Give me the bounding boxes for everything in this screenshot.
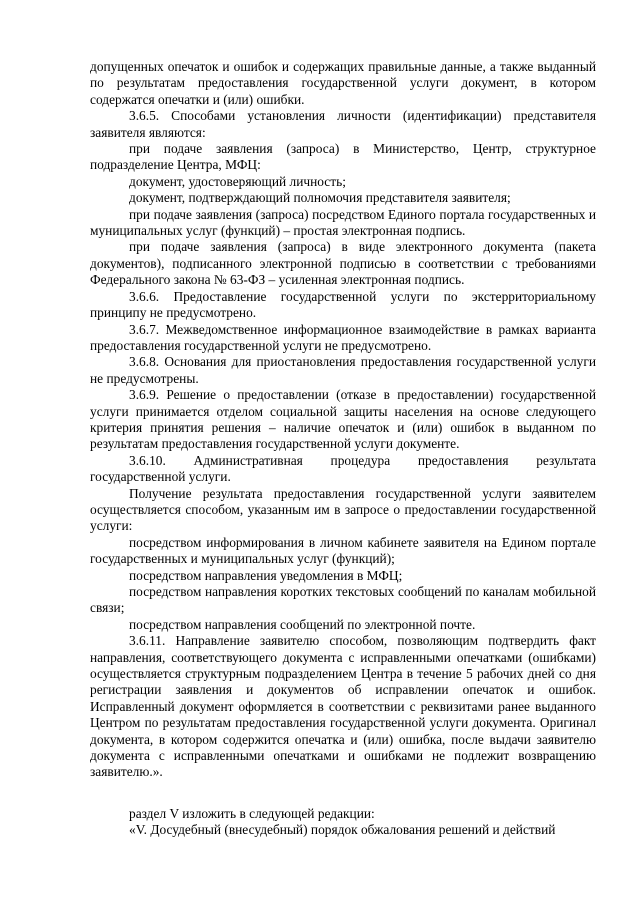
paragraph-3-6-8: 3.6.8. Основания для приостановления предоставления государственной услуги не предусмотрены. (90, 354, 596, 386)
paragraph-3-6-11: 3.6.11. Направление заявителю способом, позволяющим подтвердить факт направления, соответствующего документа с исправленными опечатками (ошибками) осуществляется структурным подразделением Центра в течение 5 рабочих дней со дня регистрации заявления и документов об исправлении опечаток и ошибок. Исправленный документ оформляется в соответствии с реквизитами ранее выданного Центром по результатам предоставления государственной услуги документа. Оригинал документа, в котором содержится опечатка и (или) ошибка, после выдачи заявителю документа с исправленными опечатками и ошибками не подлежит возвращению заявителю.». (90, 633, 596, 780)
paragraph-submission-electronic: при подаче заявления (запроса) в виде электронного документа (пакета документов), подписанного электронной подписью в соответствии с требованиями Федерального закона № 63-ФЗ – усиленная электронная подпись. (90, 239, 596, 288)
list-item-authority-document: документ, подтверждающий полномочия представителя заявителя; (129, 190, 511, 206)
list-item-identity-document: документ, удостоверяющий личность; (129, 173, 346, 189)
list-item-sms-notification: посредством направления коротких текстовых сообщений по каналам мобильной связи; (90, 584, 596, 616)
paragraph-submission-portal: при подаче заявления (запроса) посредством Единого портала государственных и муниципальных услуг (функций) – простая электронная подпись. (90, 206, 596, 239)
paragraph-submission-in-person: при подаче заявления (запроса) в Министерство, Центр, структурное подразделение Центра, МФЦ: (90, 141, 596, 173)
blank-line (90, 781, 596, 806)
paragraph-3-6-7: 3.6.7. Межведомственное информационное взаимодействие в рамках варианта предоставления государственной услуги не предусмотрено. (90, 321, 596, 353)
paragraph-3-6-6: 3.6.6. Предоставление государственной услуги по экстерриториальному принципу не предусмотрено. (90, 288, 596, 321)
list-item-portal-notification: посредством информирования в личном кабинете заявителя на Едином портале государственных и муниципальных услуг (функций); (90, 534, 596, 567)
paragraph-section-v-intro: раздел V изложить в следующей редакции: (129, 805, 375, 821)
paragraph-continuation: допущенных опечаток и ошибок и содержащих правильные данные, а также выданный по результатам предоставления государственной услуги документ, в котором содержатся опечатки и (или) ошибки. (90, 59, 596, 107)
paragraph-3-6-5: 3.6.5. Способами установления личности (идентификации) представителя заявителя являются: (90, 108, 596, 140)
list-item-email-notification: посредством направления сообщений по электронной почте. (129, 616, 476, 632)
paragraph-result-receipt: Получение результата предоставления государственной услуги заявителем осуществляется способом, указанным им в запросе о предоставлении государственной услуги: (90, 485, 596, 534)
list-item-mfc-notification: посредством направления уведомления в МФЦ; (129, 567, 403, 583)
paragraph-section-v-title: «V. Досудебный (внесудебный) порядок обжалования решений и действий (129, 822, 556, 838)
paragraph-3-6-10: 3.6.10. Административная процедура предоставления результата государственной услуги. (90, 452, 596, 485)
paragraph-3-6-9: 3.6.9. Решение о предоставлении (отказе в предоставлении) государственной услуги принимается отделом социальной защиты населения на основе следующего критерия принятия решения – наличие опечаток и (или) ошибок в выданном по результатам предоставления государственной услуги документе. (90, 387, 596, 452)
